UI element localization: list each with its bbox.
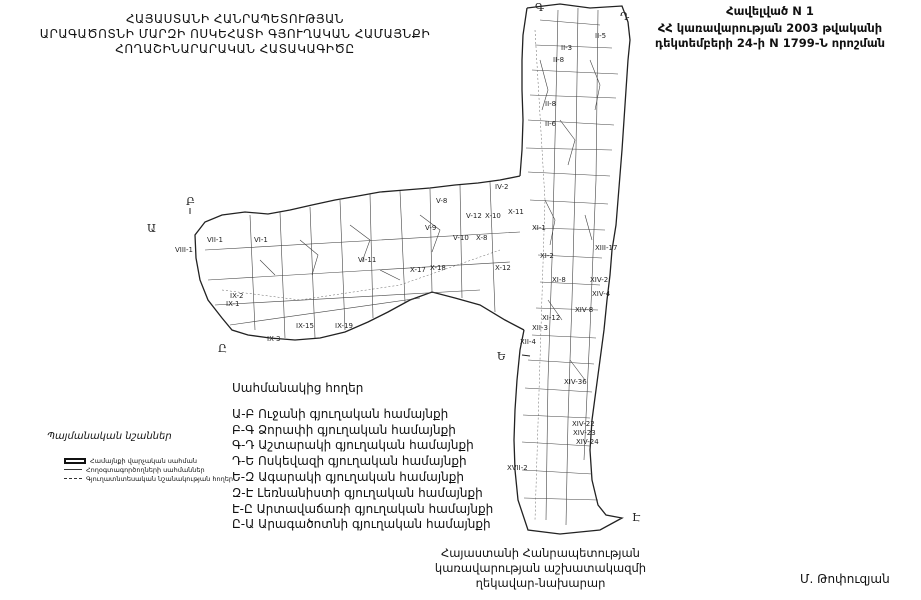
- parcel-label: X-11: [508, 208, 524, 216]
- parcel-label: XIV-24: [576, 438, 599, 446]
- compass-letter-e2: Է: [632, 511, 641, 524]
- legend-item: Գյուղատնտեսական նշանակության հողեր: [64, 474, 233, 483]
- parcel-label: X-17: [410, 266, 426, 274]
- signatory-line-3: ղեկավար-նախարար: [475, 576, 606, 590]
- parcel-label: X-18: [430, 264, 446, 272]
- compass-letter-d: Դ: [620, 10, 630, 23]
- compass-letter-a: Ա: [147, 222, 156, 235]
- parcel-label: XIV-4: [592, 290, 611, 298]
- title-line-1: ՀԱՅԱՍՏԱՆԻ ՀԱՆՐԱՊԵՏՈՒԹՅԱՆ: [125, 12, 345, 26]
- parcel-label: IX-1: [226, 300, 240, 308]
- compass-letter-ye: Ը: [218, 342, 227, 355]
- adjacent-land-item: Է-Ը Արտավաճառի գյուղական համայնքի: [232, 501, 494, 516]
- parcel-label: V-12: [466, 212, 482, 220]
- parcel-label: IX-3: [267, 335, 281, 343]
- title-line-3: ՀՈՂԱՇԻՆԱՐԱՐԱԿԱՆ ՀԱՏԱԿԱԳԻԾԸ: [115, 42, 355, 56]
- parcel-label: XI-2: [540, 252, 554, 260]
- compass-letter-g: Գ: [535, 1, 545, 14]
- parcel-label: II-8: [553, 56, 565, 64]
- legend: [64, 456, 233, 483]
- parcel-label: XIV-8: [575, 306, 594, 314]
- signatory-name: Մ. Թոփուզյան: [800, 572, 890, 586]
- parcel-label: X-10: [485, 212, 501, 220]
- parcel-label: VIII-1: [175, 246, 193, 254]
- parcel-label: V-10: [453, 234, 469, 242]
- parcel-label: II-5: [595, 32, 607, 40]
- parcel-label: IX-19: [335, 322, 353, 330]
- compass-letter-e: Ե: [497, 350, 506, 363]
- adjacent-lands-title: Սահմանակից հողեր: [232, 381, 364, 395]
- annex-decision-line: ՀՀ կառավարության 2003 թվականի: [657, 21, 883, 35]
- signatory-title: [418, 546, 663, 591]
- adjacent-land-item: Ա-Բ Ուջանի գյուղական համայնքի: [232, 406, 449, 421]
- adjacent-land-item: Գ-Դ Աշտարակի գյուղական համայնքի: [232, 438, 474, 453]
- parcel-label: XII-3: [532, 324, 548, 332]
- parcel-label: X-12: [495, 264, 511, 272]
- parcel-label: XIII-17: [595, 244, 618, 252]
- signatory-line-1: Հայաստանի Հանրապետության: [441, 546, 640, 560]
- parcel-label: IV-2: [495, 183, 509, 191]
- parcel-label: II-6: [545, 120, 557, 128]
- parcel-label: XI-1: [532, 224, 546, 232]
- thin-line-swatch-icon: [64, 469, 82, 470]
- signatory-line-2: կառավարության աշխատակազմի: [434, 561, 647, 575]
- adjacent-land-item: Ը-Ա Արագածոտնի գյուղական համայնքի: [232, 517, 491, 532]
- adjacent-land-item: Դ-Ե Ոսկեվազի գյուղական համայնքի: [232, 454, 467, 469]
- adjacent-land-item: Զ-Է Լեռնանիստի գյուղական համայնքի: [232, 485, 483, 500]
- parcel-label: XIV-36: [564, 378, 587, 386]
- boundary-point-markers: [190, 208, 530, 356]
- parcel-label: X-8: [476, 234, 488, 242]
- parcel-label: XVII-2: [507, 464, 528, 472]
- parcel-label: V-8: [436, 197, 448, 205]
- legend-item: Հողօգտագործողների սահմաններ: [64, 465, 233, 474]
- thick-line-swatch-icon: [64, 458, 86, 464]
- title-line-2: ԱՐԱԳԱԾՈՏՆԻ ՄԱՐԶԻ ՈՍԿԵՀԱՏԻ ԳՅՈՒՂԱԿԱՆ ՀԱՄԱՅՆՔԻ: [39, 27, 431, 41]
- parcel-label: XIV-22: [572, 420, 595, 428]
- parcel-label: XI-8: [552, 276, 566, 284]
- legend-title: Պայմանական նշաններ: [47, 431, 172, 442]
- compass-letter-b: Բ: [186, 195, 195, 208]
- parcel-label: IX-2: [230, 292, 244, 300]
- parcel-label: VII-1: [207, 236, 223, 244]
- parcel-label: VI-11: [358, 256, 377, 264]
- parcel-label: V-9: [425, 224, 437, 232]
- annex-date-line: դեկտեմբերի 24-ի N 1799-Ն որոշման: [654, 36, 886, 50]
- parcel-label: XII-4: [520, 338, 536, 346]
- parcel-label: II-3: [561, 44, 573, 52]
- parcel-label: II-8: [545, 100, 557, 108]
- parcel-label: XI-12: [542, 314, 561, 322]
- parcel-label: IX-15: [296, 322, 314, 330]
- adjacent-land-item: Բ-Գ Ձորափի գյուղական համայնքի: [232, 422, 456, 437]
- parcel-label: XIV-2: [590, 276, 609, 284]
- parcel-label: XIV-23: [573, 429, 596, 437]
- parcel-label: VI-1: [254, 236, 268, 244]
- adjacent-lands-list: [232, 381, 493, 533]
- legend-item: Համայնքի վարչական սահման: [64, 456, 233, 465]
- annex-number: Հավելված N 1: [726, 4, 814, 18]
- adjacent-land-item: Ե-Զ Ագարակի գյուղական համայնքի: [232, 469, 464, 484]
- dashed-line-swatch-icon: [64, 478, 82, 479]
